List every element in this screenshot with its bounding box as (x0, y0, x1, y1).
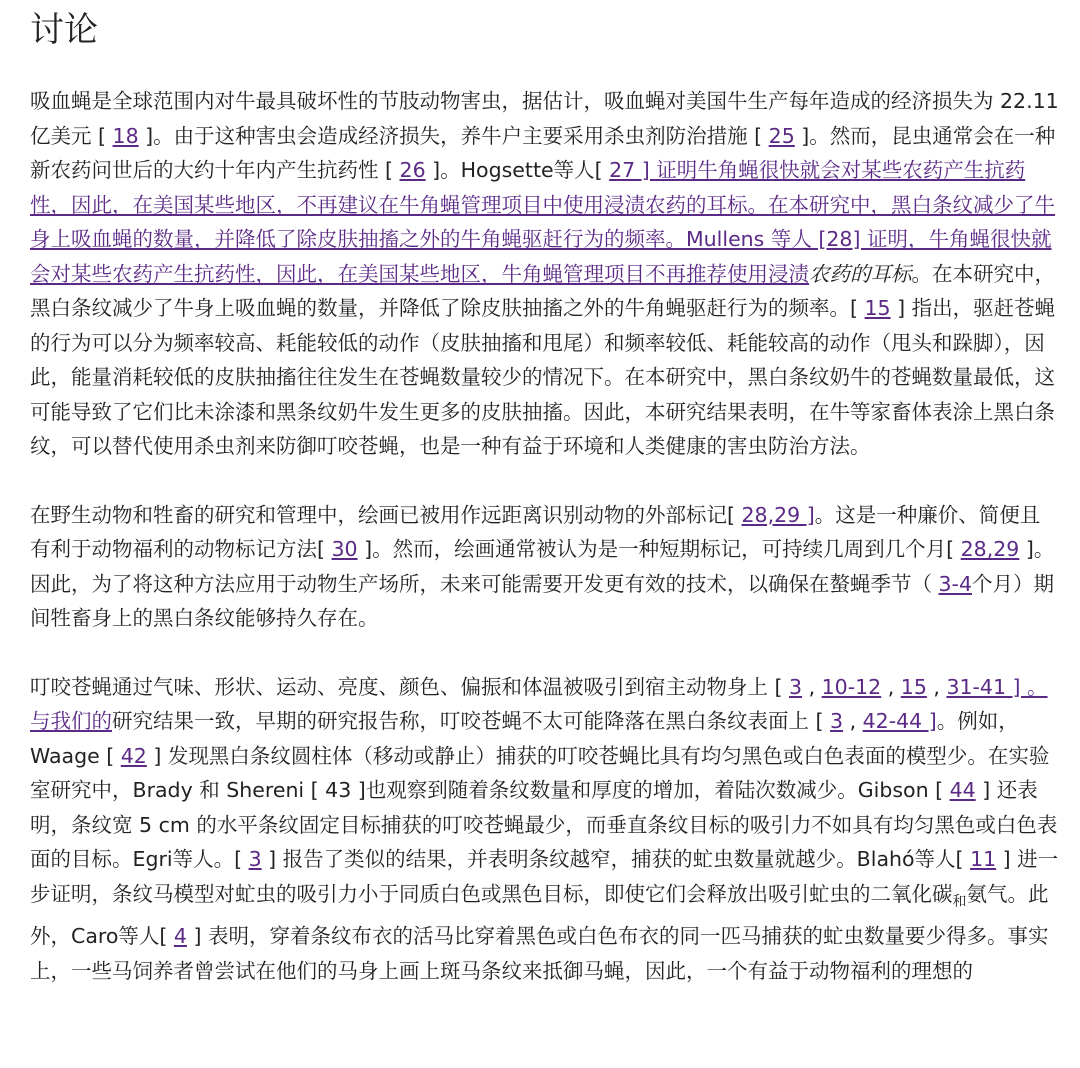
text: ]。由于这种害虫会造成经济损失，养牛户主要采用杀虫剂防治措施 [ (138, 123, 769, 148)
text: 。在本研究中，黑白条纹减少了牛身上吸血蝇的数量，并降低了除皮肤抽搐之外的牛角蝇驱赶行为的频率。[ (30, 261, 1055, 320)
text: ] 进一步证明，条纹马模型对虻虫的吸引力小于同质白色或黑色目标，即使它们会释放出吸引虻虫的二氧化碳 (30, 847, 1059, 906)
citation-link-3-c[interactable]: 3 (248, 847, 262, 871)
citation-link-4[interactable]: 4 (173, 924, 187, 949)
text: ] 报告了类似的结果，并表明条纹越窄，捕获的虻虫数量就越少。Blahó等人[ (261, 847, 971, 871)
text: , (802, 674, 822, 699)
citation-link-25[interactable]: 25 (768, 123, 795, 148)
text: 氨气。此外，Caro等人[ (30, 881, 1049, 949)
citation-link-15[interactable]: 15 (900, 674, 927, 699)
text: ] 发现黑白条纹圆柱体（移动或静止）捕获的叮咬苍蝇比具有均匀黑色或白色表面的模型少。在实验室研究中，Brady 和 Shereni [ 43 ]也观察到随着条纹数量和厚度的增加，着陆次数减少。Gibson [ (30, 743, 1050, 802)
citation-link-11[interactable]: 11 (970, 847, 997, 871)
citation-link-10-12[interactable]: 10-12 (821, 674, 882, 699)
citation-link-44[interactable]: 44 (949, 778, 976, 802)
citation-link-15[interactable]: 15 (864, 296, 891, 320)
text: ] 指出，驱赶苍蝇的行为可以分为频率较高、耗能较低的动作（皮肤抽搐和甩尾）和频率较低、耗能较高的动作（甩头和跺脚），因此，能量消耗较低的皮肤抽搐往往发生在苍蝇数量较少的情况下。在本研究中，黑白条纹奶牛的苍蝇数量最低，这可能导致了它们比未涂漆和黑条纹奶牛发生更多的皮肤抽搐。因此，本研究结果表明，在牛等家畜体表涂上黑白条纹，可以替代使用杀虫剂来防御叮咬苍蝇，也是一种有益于环境和人类健康的害虫防治方法。 (30, 296, 1056, 458)
text: 在野生动物和牲畜的研究和管理中，绘画已被用作远距离识别动物的外部标记[ (30, 502, 742, 527)
text: ]。然而，昆虫通常会在一种新农药问世后的大约十年内产生抗药性 [ (30, 123, 1056, 182)
paragraph-2 (30, 498, 1060, 636)
text: ]。Hogsette等人[ (425, 158, 610, 182)
text: ]。因此，为了将这种方法应用于动物生产场所，未来可能需要开发更有效的技术，以确保在螯蝇季节（ (30, 537, 1055, 596)
text: , (926, 674, 947, 699)
citation-link-18[interactable]: 18 (112, 123, 139, 148)
text: ] 还表明，条纹宽 5 cm 的水平条纹固定目标捕获的叮咬苍蝇最少，而垂直条纹目标的吸引力不如具有均匀黑色或白色表面的目标。Egri等人。[ (30, 778, 1058, 871)
article-page (30, 0, 1060, 988)
citation-link-3[interactable]: 3 (789, 674, 803, 699)
citation-link-42[interactable]: 42 (120, 743, 147, 768)
italic-text: 农药的耳标 (809, 261, 912, 286)
text: 吸血蝇是全球范围内对牛最具破坏性的节肢动物害虫，据估计，吸血蝇对美国牛生产每年造成的经济损失为 22.11 亿美元 [ (30, 89, 1059, 148)
text: ]。然而，绘画通常被认为是一种短期标记，可持续几周到几个月[ (357, 537, 961, 561)
text: 研究结果一致，早期的研究报告称，叮咬苍蝇不太可能降落在黑白条纹表面上 [ (112, 709, 831, 733)
citation-link-42-44[interactable]: 42-44 ] (862, 709, 937, 733)
text: ] 表明，穿着条纹布衣的活马比穿着黑色或白色布衣的同一匹马捕获的虻虫数量要少得多。事实上，一些马饲养者曾尝试在他们的马身上画上斑马条纹来抵御马蝇，因此，一个有益于动物福利的理想的 (30, 924, 1049, 983)
citation-link-27-block[interactable]: 27 ] 证明牛角蝇很快就会对某些农药产生抗药性，因此，在美国某些地区，不再建议在牛角蝇管理项目中使用浸渍农药的耳标。在本研究中，黑白条纹减少了牛身上吸血蝇的数量，并降低了除皮肤抽搐之外的牛角蝇驱赶行为的频率。Mullens 等人 [28] 证明，牛角蝇很快就会对某些农药产生抗药性，因此，在美国某些地区，牛角蝇管理项目不再推荐使用浸渍 (30, 158, 1055, 286)
subscript-text: 和 (952, 893, 967, 910)
text: 。这是一种廉价、简便且有利于动物福利的动物标记方法[ (30, 502, 1041, 561)
text: , (881, 674, 901, 699)
text: 。例如，Waage [ (30, 709, 1019, 768)
citation-link-3-b[interactable]: 3 (830, 709, 844, 733)
citation-link-26[interactable]: 26 (399, 158, 426, 182)
citation-link-31-41[interactable]: 31-41 ] 。与我们的 (30, 674, 1048, 733)
text: 个月）期间牲畜身上的黑白条纹能够持久存在。 (30, 571, 1054, 630)
section-heading: 讨论 (30, 10, 98, 50)
paragraph-1 (30, 84, 1060, 464)
text: 叮咬苍蝇通过气味、形状、运动、亮度、颜色、偏振和体温被吸引到宿主动物身上 [ (30, 674, 790, 699)
citation-link-30[interactable]: 30 (331, 537, 358, 561)
paragraph-3 (30, 670, 1060, 989)
citation-link-3-4[interactable]: 3-4 (938, 571, 972, 596)
text: , (843, 709, 863, 733)
citation-link-28-29-b[interactable]: 28,29 (960, 537, 1020, 561)
citation-link-28-29[interactable]: 28,29 ] (741, 502, 815, 527)
